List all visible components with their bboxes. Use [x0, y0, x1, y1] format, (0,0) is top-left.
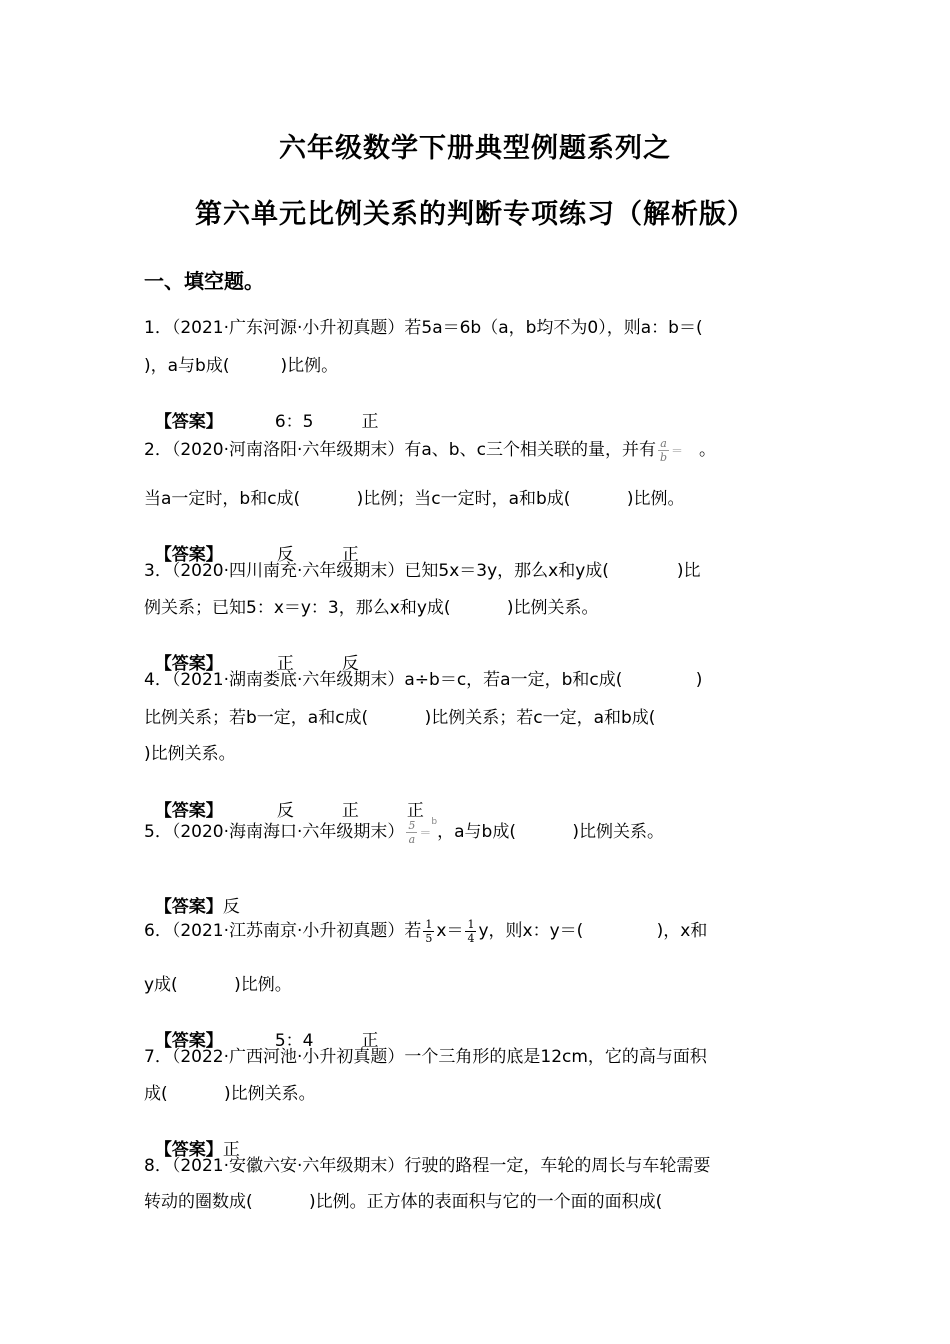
q2-answer-1: 反 [276, 545, 294, 565]
q5-answer-row [144, 872, 240, 917]
q2-line1 [144, 435, 716, 464]
answer-label: 【答案】 [154, 545, 223, 565]
q5-line1 [144, 817, 664, 846]
q6-fraction-2 [465, 918, 476, 945]
q8-line1: 8．（2021·安徽六安·六年级期末）行驶的路程一定，车轮的周长与车轮需要 [144, 1156, 711, 1176]
q2-fraction [658, 437, 669, 464]
q5-frac-tail: b [431, 817, 438, 827]
q3-line2: 例关系；已知5：x＝y：3，那么x和y成( )比例关系。 [144, 598, 599, 618]
q6-line1 [144, 916, 707, 945]
q4-answer-row [144, 776, 424, 821]
answer-label: 【答案】 [154, 801, 223, 821]
q5-fraction [406, 819, 417, 846]
title-line-2: 第六单元比例关系的判断专项练习（解析版） [195, 199, 755, 230]
q6-line2: y成( )比例。 [144, 975, 292, 995]
q1-answer-1: 6：5 [274, 412, 314, 432]
q4-line3: )比例关系。 [144, 744, 236, 764]
q5-line1-text: 5．（2020·海南海口·六年级期末） [144, 822, 405, 842]
q4-line1: 4．（2021·湖南娄底·六年级期末）a÷b＝c，若a一定，b和c成( ) [144, 670, 703, 690]
answer-label: 【答案】 [154, 654, 223, 674]
q6-mid: x＝ [436, 921, 464, 941]
q5-answer: 反 [222, 897, 240, 917]
q7-answer: 正 [222, 1140, 240, 1160]
q3-line1: 3．（2020·四川南充·六年级期末）已知5x＝3y，那么x和y成( )比 [144, 561, 701, 581]
q3-answer-2: 反 [341, 654, 359, 674]
answer-label: 【答案】 [154, 1140, 223, 1160]
q4-line2: 比例关系；若b一定，a和c成( )比例关系；若c一定，a和b成( [144, 708, 656, 728]
q4-answer-3: 正 [406, 801, 424, 821]
answer-label: 【答案】 [154, 897, 223, 917]
q5-frac-den: a [408, 832, 416, 846]
q1-answer-2: 正 [361, 412, 379, 432]
q5-frac-num: 5 [408, 818, 416, 832]
answer-label: 【答案】 [154, 412, 223, 432]
q2-frac-eq: ＝ [671, 444, 684, 458]
q2-line2: 当a一定时，b和c成( )比例；当c一定时，a和b成( )比例。 [144, 489, 685, 509]
q2-answer-2: 正 [341, 545, 359, 565]
answer-label: 【答案】 [154, 1031, 223, 1051]
q4-answer-2: 正 [341, 801, 359, 821]
q6-answer-2: 正 [361, 1031, 379, 1051]
q6-frac1-den: 5 [425, 931, 433, 945]
q6-line1-end: y，则x：y＝( )，x和 [478, 921, 708, 941]
q4-answer-1: 反 [276, 801, 294, 821]
q8-line2: 转动的圈数成( )比例。正方体的表面积与它的一个面的面积成( [144, 1192, 663, 1212]
q1-line1: 1．（2021·广东河源·小升初真题）若5a＝6b（a，b均不为0），则a：b＝( [144, 318, 703, 338]
q2-frac-den: b [659, 450, 667, 464]
q7-line2: 成( )比例关系。 [144, 1084, 316, 1104]
q7-line1: 7．（2022·广西河池·小升初真题）一个三角形的底是12cm，它的高与面积 [144, 1047, 707, 1067]
q1-answer-row [144, 387, 378, 432]
section-heading: 一、填空题。 [144, 269, 264, 293]
q2-frac-num: a [658, 437, 669, 451]
q6-frac2-num: 1 [467, 917, 475, 931]
q6-fraction-1 [423, 918, 434, 945]
q6-frac2-den: 4 [467, 931, 475, 945]
q2-line1-end: 。 [699, 440, 717, 460]
q6-line1-text: 6．（2021·江苏南京·小升初真题）若 [144, 921, 422, 941]
q1-line2: )，a与b成( )比例。 [144, 356, 339, 376]
q2-line1-text: 2．（2020·河南洛阳·六年级期末）有a、b、c三个相关联的量，并有 [144, 440, 656, 460]
q6-answer-1: 5：4 [274, 1031, 314, 1051]
q3-answer-1: 正 [276, 654, 294, 674]
q6-frac1-num: 1 [425, 917, 433, 931]
q5-line1-end: ，a与b成( )比例关系。 [437, 822, 665, 842]
title-line-1: 六年级数学下册典型例题系列之 [279, 133, 671, 164]
q5-frac-eq: ＝ [419, 826, 432, 840]
